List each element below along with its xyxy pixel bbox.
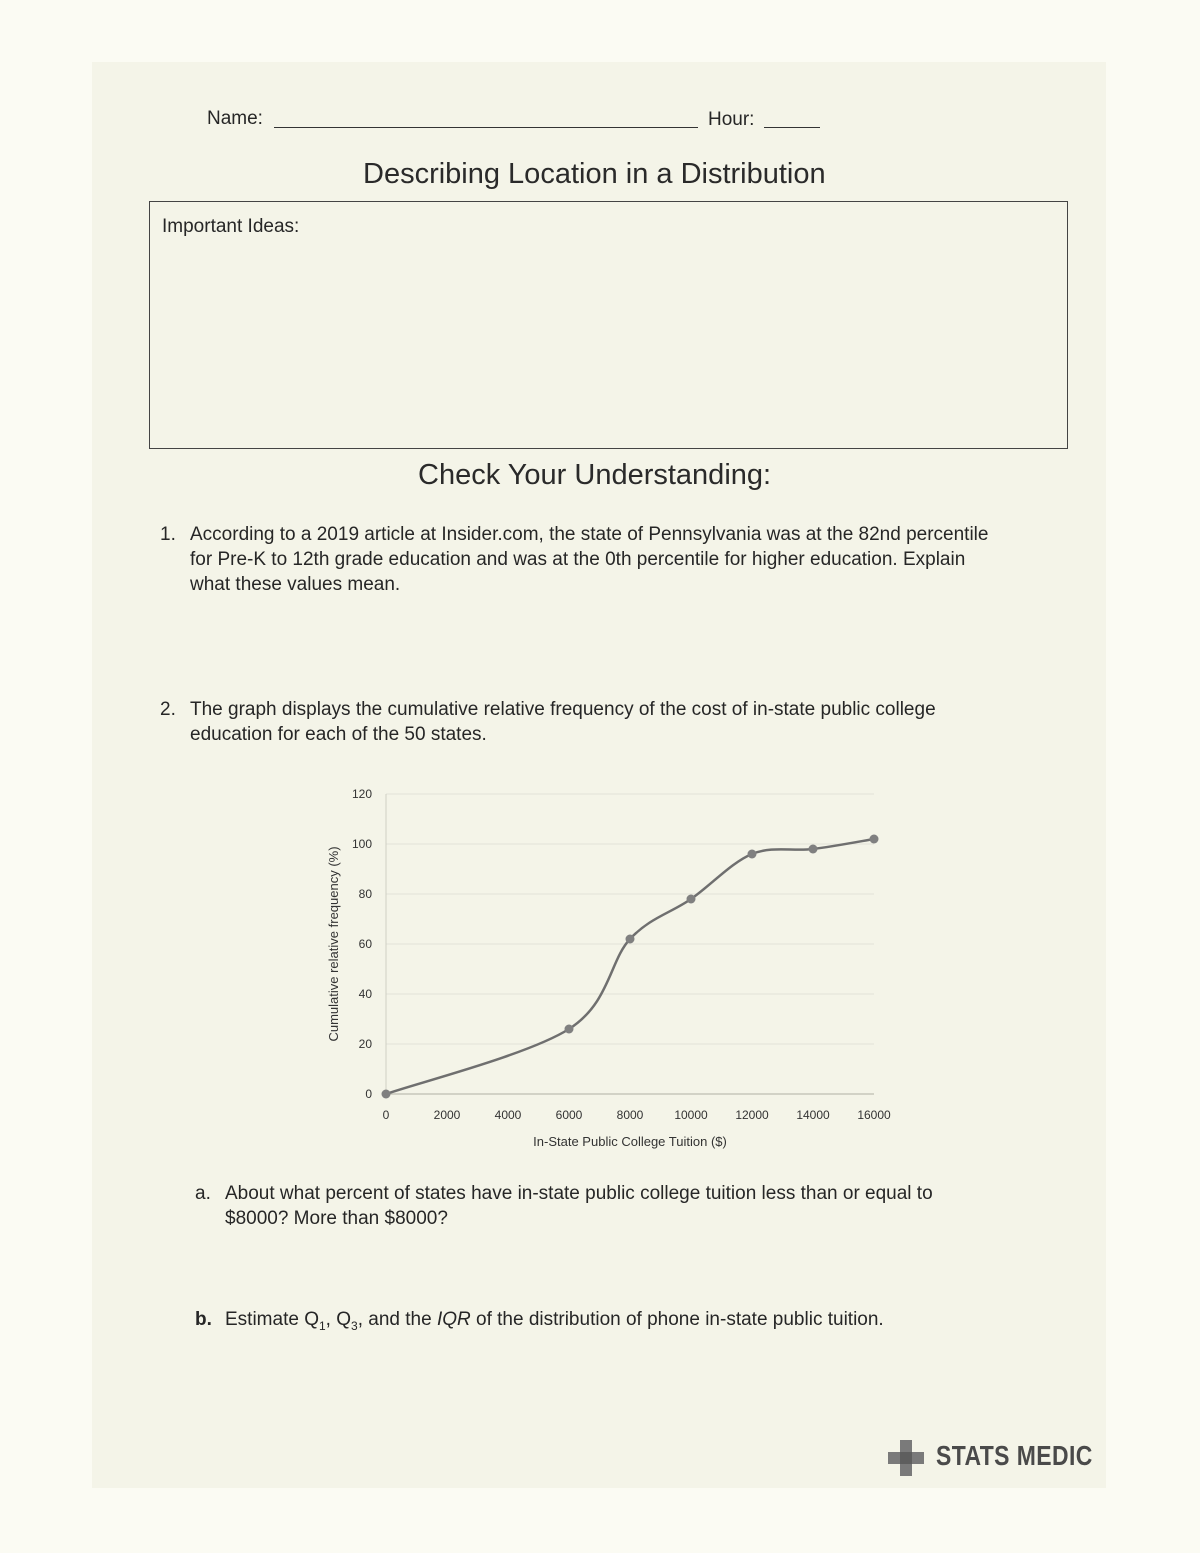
question-2b-pre: Estimate Q (225, 1309, 319, 1330)
question-1-line-2: for Pre-K to 12th grade education and was at the 0th percentile for higher education. Explain (190, 549, 966, 570)
name-label: Name: (207, 108, 263, 129)
series-line (386, 839, 874, 1094)
y-tick-label: 60 (358, 937, 372, 951)
question-1-number: 1. (160, 524, 176, 545)
question-2a (195, 1181, 1055, 1237)
question-2b-letter: b. (195, 1309, 212, 1330)
question-2a-line-1: About what percent of states have in-state public college tuition less than or equal to (225, 1183, 933, 1204)
question-2-number: 2. (160, 699, 176, 720)
x-tick-label: 6000 (555, 1108, 583, 1122)
name-line[interactable] (274, 127, 698, 128)
question-2b-post: of the distribution of phone in-state public tuition. (470, 1309, 884, 1330)
y-tick-label: 120 (351, 787, 372, 801)
data-point (687, 895, 696, 904)
plus-icon (886, 1438, 926, 1478)
question-2-line-2: education for each of the 50 states. (190, 724, 487, 745)
x-tick-label: 14000 (796, 1108, 830, 1122)
question-2-text (190, 697, 936, 747)
data-point (626, 935, 635, 944)
y-tick-label: 0 (365, 1087, 372, 1101)
question-2a-text (225, 1181, 933, 1231)
data-point (565, 1025, 574, 1034)
logo-text: STATS MEDIC (936, 1440, 1093, 1471)
stats-medic-logo (884, 1436, 1094, 1480)
question-1-text (190, 522, 988, 597)
question-2a-letter: a. (195, 1183, 211, 1204)
y-axis-label: Cumulative relative frequency (%) (326, 846, 341, 1042)
data-point (382, 1090, 391, 1099)
y-tick-label: 20 (358, 1037, 372, 1051)
question-2 (160, 697, 1060, 753)
question-1-line-3: what these values mean. (190, 574, 401, 595)
question-2b-and: , and the (357, 1309, 437, 1330)
x-tick-label: 16000 (857, 1108, 891, 1122)
question-2-line-1: The graph displays the cumulative relative frequency of the cost of in-state public college (190, 699, 936, 720)
x-tick-label: 8000 (616, 1108, 644, 1122)
question-2b-mid: , Q (325, 1309, 352, 1330)
q1-subscript: 1 (318, 1318, 326, 1333)
y-tick-label: 40 (358, 987, 372, 1001)
y-tick-label: 80 (358, 887, 372, 901)
question-2a-line-2: $8000? More than $8000? (225, 1208, 448, 1229)
section-title: Check Your Understanding: (418, 459, 772, 491)
question-2b-text (225, 1307, 884, 1339)
cumulative-frequency-chart (300, 770, 920, 1170)
question-1-line-1: According to a 2019 article at Insider.com, the state of Pennsylvania was at the 82nd percentile (190, 524, 989, 545)
q3-subscript: 3 (351, 1318, 358, 1333)
iqr-term: IQR (436, 1309, 471, 1330)
x-tick-label: 12000 (735, 1108, 769, 1122)
question-1 (160, 522, 1060, 602)
x-axis-label: In-State Public College Tuition ($) (533, 1134, 727, 1149)
x-tick-label: 2000 (433, 1108, 461, 1122)
data-point (809, 845, 818, 854)
important-ideas-label: Important Ideas: (162, 216, 300, 237)
x-tick-label: 0 (382, 1108, 390, 1122)
hour-label: Hour: (708, 109, 755, 130)
data-point (870, 835, 879, 844)
x-tick-label: 4000 (494, 1108, 522, 1122)
hour-line[interactable] (764, 127, 820, 128)
y-tick-label: 100 (351, 837, 372, 851)
question-2b (195, 1307, 1055, 1337)
x-tick-label: 10000 (674, 1108, 708, 1122)
data-point (748, 850, 757, 859)
important-ideas-box[interactable] (149, 201, 1068, 449)
page-title: Describing Location in a Distribution (363, 158, 826, 190)
